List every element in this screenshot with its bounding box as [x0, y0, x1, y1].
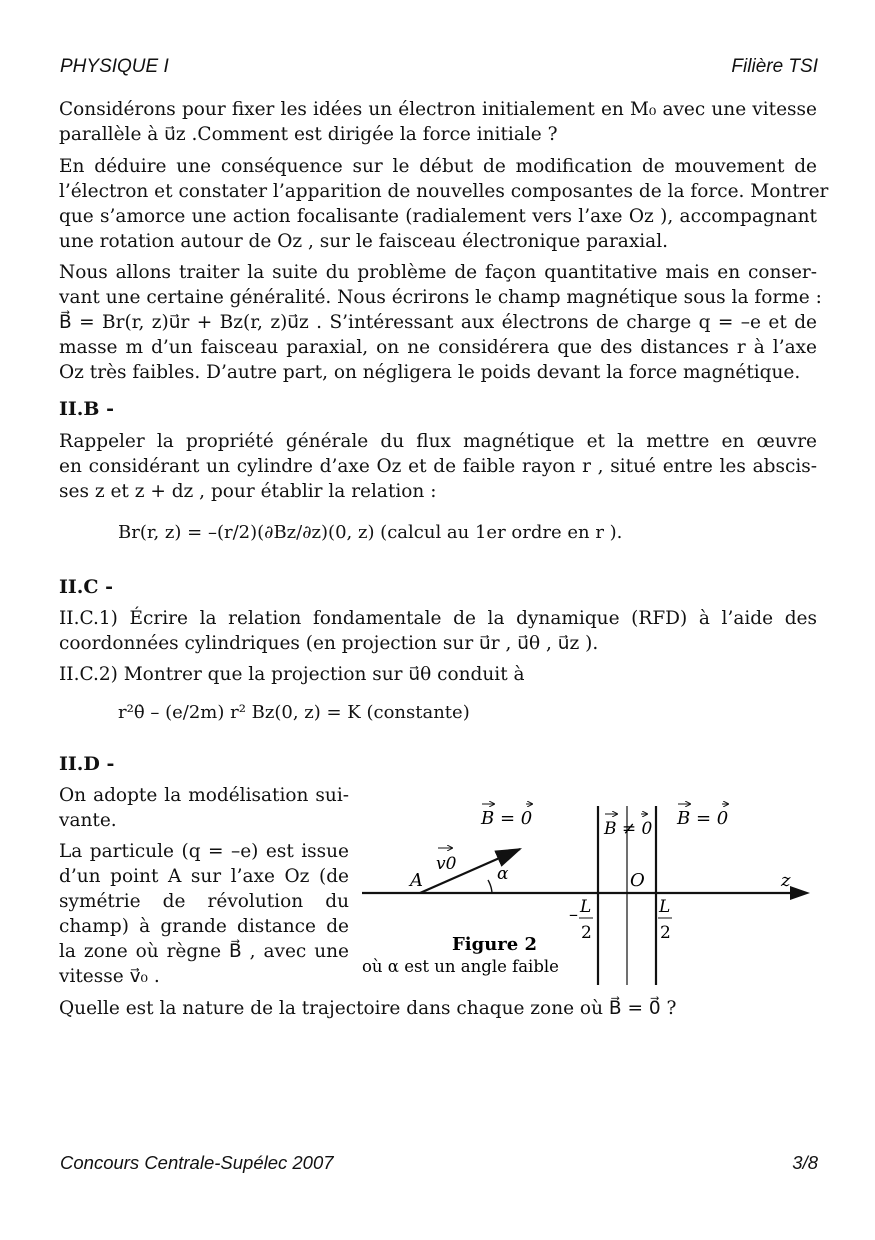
text-line: ses z et z + dz , pour établir la relation :: [59, 481, 437, 502]
z-axis-label: z: [781, 870, 791, 891]
section-heading-IID: II.D -: [59, 753, 115, 775]
text-line: Rappeler la propriété générale du flux magnétique et la mettre en œuvre: [59, 431, 817, 452]
text-line: la zone où règne B⃗ , avec une: [59, 941, 349, 962]
text-line: vant une certaine généralité. Nous écrirons le champ magnétique sous la forme :: [59, 287, 822, 308]
section-heading-IIC: II.C -: [59, 576, 114, 598]
text-line: On adopte la modélisation sui-: [59, 785, 349, 806]
text-line: Quelle est la nature de la trajectoire dans chaque zone où B⃗ = 0⃗ ?: [59, 998, 677, 1019]
equation-Br: Br(r, z) = –(r/2)(∂Bz/∂z)(0, z) (calcul au 1er ordre en r ).: [118, 522, 623, 543]
text-line: coordonnées cylindriques (en projection sur u⃗r , u⃗θ , u⃗z ).: [59, 633, 599, 654]
alpha-arc: [488, 880, 492, 893]
field-zero-label-right: B = 0: [677, 808, 729, 829]
minus-L-denominator: 2: [581, 923, 592, 943]
field-nonzero-label: B ≠ 0: [604, 819, 653, 839]
header-track: Filière TSI: [731, 56, 818, 77]
text-line: que s’amorce une action focalisante (radialement vers l’axe Oz ), accompagnant: [59, 206, 817, 227]
text-line: Oz très faibles. D’autre part, on négligera le poids devant la force magnétique.: [59, 362, 801, 383]
minus-L-numerator: L: [580, 897, 592, 917]
text-line: Considérons pour fixer les idées un électron initialement en M₀ avec une vitesse: [59, 99, 817, 120]
point-A-label: A: [410, 870, 423, 891]
text-line: Nous allons traiter la suite du problème de façon quantitative mais en conser-: [59, 262, 817, 283]
text-line: II.C.2) Montrer que la projection sur u⃗θ conduit à: [59, 664, 525, 685]
text-line: vante.: [59, 810, 117, 831]
text-line: vitesse v⃗₀ .: [59, 966, 160, 987]
field-zero-label-left: B = 0: [481, 808, 533, 829]
header-subject: PHYSIQUE I: [60, 56, 169, 77]
text-line: en considérant un cylindre d’axe Oz et de faible rayon r , situé entre les abscis-: [59, 456, 817, 477]
text-line: champ) à grande distance de: [59, 916, 349, 937]
text-line: II.C.1) Écrire la relation fondamentale de la dynamique (RFD) à l’aide des: [59, 608, 817, 629]
text-line: B⃗ = Br(r, z)u⃗r + Bz(r, z)u⃗z . S’intéressant aux électrons de charge q = –e et de: [59, 312, 817, 333]
figure-note: où α est un angle faible: [362, 957, 559, 976]
alpha-label: α: [497, 864, 509, 884]
section-heading-IIB: II.B -: [59, 398, 114, 420]
plus-L-denominator: 2: [660, 923, 671, 943]
equation-K: r²θ̇ – (e/2m) r² Bz(0, z) = K (constante): [118, 702, 470, 723]
text-line: En déduire une conséquence sur le début de modification de mouvement de: [59, 156, 817, 177]
footer-page-number: 3/8: [792, 1152, 818, 1173]
text-line: l’électron et constater l’apparition de nouvelles composantes de la force. Montrer: [59, 181, 829, 202]
v0-label: v0: [436, 854, 457, 874]
text-line: d’un point A sur l’axe Oz (de: [59, 866, 349, 887]
text-line: une rotation autour de Oz , sur le faisceau électronique paraxial.: [59, 231, 669, 252]
plus-L-numerator: L: [659, 897, 671, 917]
text-line: symétrie de révolution du: [59, 891, 349, 912]
paragraph-question: [59, 996, 817, 1021]
text-line: masse m d’un faisceau paraxial, on ne considérera que des distances r à l’axe: [59, 337, 817, 358]
z-axis-arrow-icon: [790, 886, 810, 900]
text-line: parallèle à u⃗z .Comment est dirigée la force initiale ?: [59, 124, 558, 145]
minus-sign-label: –: [569, 904, 578, 925]
text-line: La particule (q = –e) est issue: [59, 841, 349, 862]
footer-contest: Concours Centrale-Supélec 2007: [60, 1152, 334, 1173]
figure-caption: Figure 2: [452, 934, 538, 955]
origin-O-label: O: [630, 870, 645, 891]
